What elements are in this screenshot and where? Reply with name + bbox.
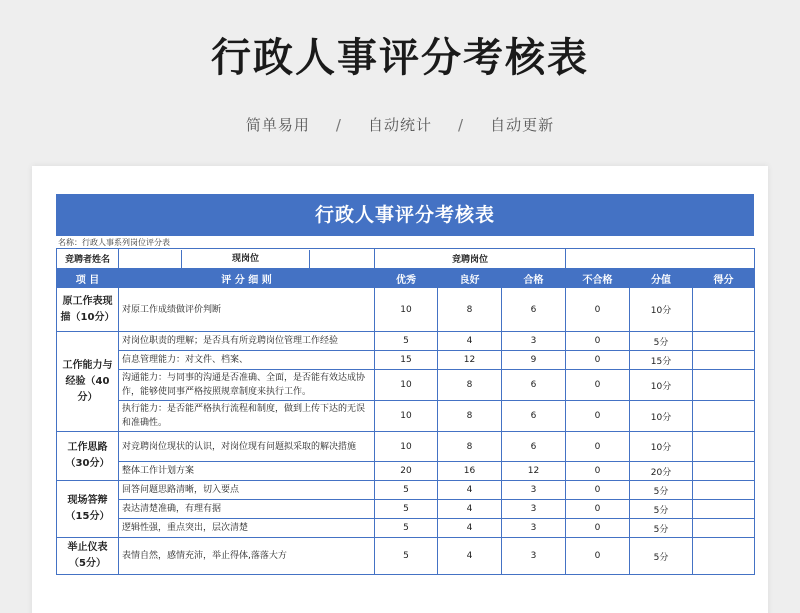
criteria-cell: 对岗位职责的理解；是否具有所竞聘岗位管理工作经验 xyxy=(119,332,375,351)
name-value[interactable] xyxy=(119,250,182,268)
score-fail-cell: 0 xyxy=(566,500,630,519)
score-excellent-cell: 5 xyxy=(375,519,438,538)
criteria-cell: 对竞聘岗位现状的认识，对岗位现有问题拟采取的解决措施 xyxy=(119,432,375,462)
score-fail-cell: 0 xyxy=(566,332,630,351)
table-row xyxy=(57,538,755,575)
criteria-cell: 对原工作成绩做评价判断 xyxy=(119,288,375,332)
table-row xyxy=(57,481,755,500)
category-cell: 工作能力与经验（40分） xyxy=(57,332,119,432)
score-input-cell[interactable] xyxy=(693,462,755,481)
header-cell: 合格 xyxy=(502,269,566,288)
table-row xyxy=(57,500,755,519)
score-excellent-cell: 5 xyxy=(375,500,438,519)
score-pass-cell: 9 xyxy=(502,351,566,370)
score-input-cell[interactable] xyxy=(693,432,755,462)
value-cell: 20分 xyxy=(630,462,693,481)
category-cell: 举止仪表（5分） xyxy=(57,538,119,575)
score-input-cell[interactable] xyxy=(693,519,755,538)
score-input-cell[interactable] xyxy=(693,481,755,500)
header-row xyxy=(57,269,755,288)
score-input-cell[interactable] xyxy=(693,332,755,351)
score-input-cell[interactable] xyxy=(693,288,755,332)
table-row xyxy=(57,370,755,401)
tagline-item: 自动更新 xyxy=(490,116,555,134)
criteria-cell: 回答问题思路清晰，切入要点 xyxy=(119,481,375,500)
score-input-cell[interactable] xyxy=(693,538,755,575)
score-excellent-cell: 10 xyxy=(375,401,438,432)
score-pass-cell: 6 xyxy=(502,370,566,401)
page-title: 行政人事评分考核表 xyxy=(211,35,589,81)
category-cell: 工作思路（30分） xyxy=(57,432,119,481)
criteria-cell: 整体工作计划方案 xyxy=(119,462,375,481)
criteria-cell: 逻辑性强，重点突出，层次清楚 xyxy=(119,519,375,538)
category-cell: 原工作表现描（10分） xyxy=(57,288,119,332)
header-cell: 分值 xyxy=(630,269,693,288)
value-cell: 5分 xyxy=(630,538,693,575)
score-good-cell: 4 xyxy=(438,332,502,351)
table-row xyxy=(57,332,755,351)
score-input-cell[interactable] xyxy=(693,370,755,401)
header-cell: 得分 xyxy=(693,269,755,288)
score-excellent-cell: 5 xyxy=(375,332,438,351)
score-good-cell: 8 xyxy=(438,288,502,332)
score-fail-cell: 0 xyxy=(566,370,630,401)
tagline-item: 自动统计 xyxy=(367,116,432,134)
sheet-banner: 行政人事评分考核表 xyxy=(56,194,754,236)
score-pass-cell: 6 xyxy=(502,288,566,332)
criteria-cell: 执行能力：是否能严格执行流程和制度，做到上传下达的无误和准确性。 xyxy=(119,401,375,432)
apply-label: 竞聘岗位 xyxy=(375,249,566,269)
criteria-cell: 沟通能力：与同事的沟通是否准确、全面，是否能有效达成协作，能够使同事严格按照规章制度来执行工作。 xyxy=(119,370,375,401)
score-good-cell: 4 xyxy=(438,481,502,500)
score-excellent-cell: 5 xyxy=(375,538,438,575)
position-value[interactable] xyxy=(310,250,374,268)
score-excellent-cell: 15 xyxy=(375,351,438,370)
score-table xyxy=(56,248,755,575)
sheet-caption: 名称：行政人事系列岗位评分表 xyxy=(58,238,170,247)
score-fail-cell: 0 xyxy=(566,351,630,370)
position-label: 现岗位 xyxy=(182,250,310,268)
table-row xyxy=(57,401,755,432)
spreadsheet-preview xyxy=(32,166,768,613)
header-cell: 项 目 xyxy=(57,269,119,288)
score-pass-cell: 3 xyxy=(502,332,566,351)
value-cell: 10分 xyxy=(630,401,693,432)
score-good-cell: 8 xyxy=(438,432,502,462)
table-row xyxy=(57,519,755,538)
value-cell: 5分 xyxy=(630,519,693,538)
score-fail-cell: 0 xyxy=(566,519,630,538)
criteria-cell: 信息管理能力：对文件、档案、 xyxy=(119,351,375,370)
score-input-cell[interactable] xyxy=(693,351,755,370)
score-excellent-cell: 10 xyxy=(375,288,438,332)
table-row xyxy=(57,432,755,462)
score-excellent-cell: 10 xyxy=(375,370,438,401)
name-label: 竞聘者姓名 xyxy=(57,249,119,269)
value-cell: 15分 xyxy=(630,351,693,370)
value-cell: 10分 xyxy=(630,432,693,462)
table-row xyxy=(57,288,755,332)
score-pass-cell: 3 xyxy=(502,538,566,575)
score-pass-cell: 3 xyxy=(502,481,566,500)
value-cell: 10分 xyxy=(630,370,693,401)
tagline-separator: / xyxy=(458,116,465,134)
score-fail-cell: 0 xyxy=(566,481,630,500)
value-cell: 5分 xyxy=(630,481,693,500)
score-pass-cell: 12 xyxy=(502,462,566,481)
tagline-separator: / xyxy=(335,116,342,134)
tagline xyxy=(0,114,800,135)
score-good-cell: 12 xyxy=(438,351,502,370)
score-fail-cell: 0 xyxy=(566,401,630,432)
header-cell: 评 分 细 则 xyxy=(119,269,375,288)
name-cells[interactable] xyxy=(119,249,375,269)
value-cell: 5分 xyxy=(630,332,693,351)
score-input-cell[interactable] xyxy=(693,500,755,519)
score-good-cell: 4 xyxy=(438,538,502,575)
score-excellent-cell: 10 xyxy=(375,432,438,462)
score-good-cell: 16 xyxy=(438,462,502,481)
score-pass-cell: 3 xyxy=(502,519,566,538)
table-row xyxy=(57,351,755,370)
score-excellent-cell: 5 xyxy=(375,481,438,500)
table-row xyxy=(57,462,755,481)
header-cell: 优秀 xyxy=(375,269,438,288)
score-good-cell: 4 xyxy=(438,519,502,538)
score-input-cell[interactable] xyxy=(693,401,755,432)
value-cell: 10分 xyxy=(630,288,693,332)
score-good-cell: 8 xyxy=(438,370,502,401)
score-good-cell: 4 xyxy=(438,500,502,519)
criteria-cell: 表情自然，感情充沛，举止得体,落落大方 xyxy=(119,538,375,575)
apply-value[interactable] xyxy=(566,249,755,269)
score-pass-cell: 6 xyxy=(502,432,566,462)
category-cell: 现场答辩（15分） xyxy=(57,481,119,538)
score-excellent-cell: 20 xyxy=(375,462,438,481)
score-fail-cell: 0 xyxy=(566,462,630,481)
score-pass-cell: 6 xyxy=(502,401,566,432)
score-fail-cell: 0 xyxy=(566,538,630,575)
score-fail-cell: 0 xyxy=(566,288,630,332)
value-cell: 5分 xyxy=(630,500,693,519)
header-cell: 不合格 xyxy=(566,269,630,288)
info-row xyxy=(57,249,755,269)
score-fail-cell: 0 xyxy=(566,432,630,462)
tagline-item: 简单易用 xyxy=(245,116,310,134)
score-good-cell: 8 xyxy=(438,401,502,432)
score-pass-cell: 3 xyxy=(502,500,566,519)
header-cell: 良好 xyxy=(438,269,502,288)
criteria-cell: 表达清楚准确，有理有据 xyxy=(119,500,375,519)
